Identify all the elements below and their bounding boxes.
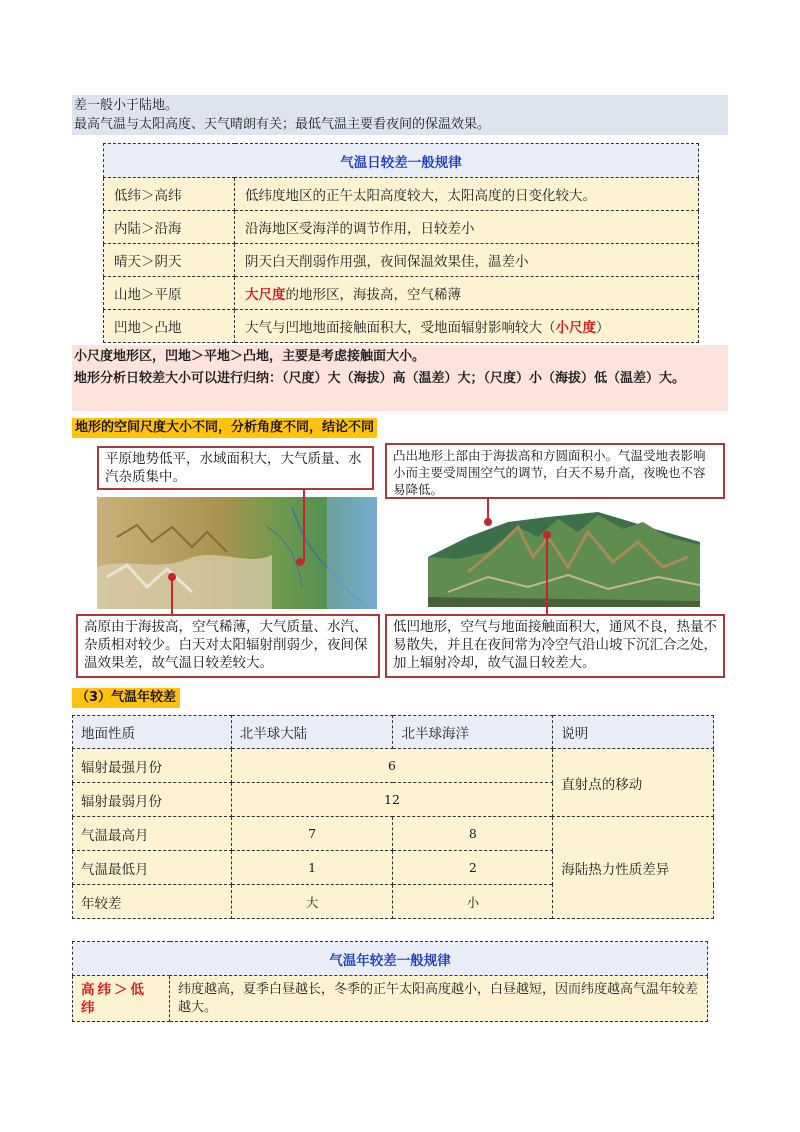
callout-convex: 凸出地形上部由于海拔高和方圆面积小。气温受地表影响小而主要受周围空气的调节，白天不易升高，夜晚也不容易降低。 — [385, 443, 725, 499]
row-label: 辐射最弱月份 — [73, 783, 232, 817]
table-row — [104, 277, 699, 310]
callout-concave: 低凹地形，空气与地面接触面积大，通风不良，热量不易散失，并且在夜间常为冷空气沿山坡下沉汇合之处，加上辐射冷却，故气温日较差大。 — [385, 614, 725, 678]
rule-text: 纬度越高，夏季白昼越长，冬季的正午太阳高度越小，白昼越短，因而纬度越高气温年较差越大。 — [170, 976, 708, 1022]
mountain-relief-graphic — [428, 497, 700, 607]
row-text-rest: 的地形区，海拔高，空气稀薄 — [285, 287, 461, 303]
note-direct-point: 直射点的移动 — [553, 749, 714, 817]
land-value: 1 — [231, 851, 393, 885]
callout-pointer-bottom-left — [171, 577, 173, 614]
column-header: 地面性质 — [73, 716, 232, 749]
section-heading-annual-range: （3）气温年较差 — [72, 688, 180, 708]
ocean-value: 8 — [393, 817, 553, 851]
daily-range-table — [103, 143, 699, 343]
ocean-value: 2 — [393, 851, 553, 885]
land-value: 大 — [231, 885, 393, 919]
annual-range-table — [72, 715, 714, 919]
terrain-summary-line2: 地形分析日较差大小可以进行归纳：（尺度）大（海拔）高（温差）大；（尺度）小（海拔）低（温差）大。 — [74, 371, 686, 386]
merged-value: 12 — [231, 783, 552, 817]
row-label: 内陆＞沿海 — [104, 211, 235, 244]
column-header: 北半球海洋 — [393, 716, 553, 749]
table-row — [73, 976, 708, 1022]
row-label: 低纬＞高纬 — [104, 178, 235, 211]
plateau-plain-map-graphic — [97, 497, 377, 609]
top-note-line1: 差一般小于陆地。 — [74, 98, 179, 113]
table-row — [104, 244, 699, 277]
row-label: 山地＞平原 — [104, 277, 235, 310]
callout-pointer-top-left — [303, 490, 305, 562]
row-label: 气温最低月 — [73, 851, 232, 885]
terrain-summary — [72, 345, 728, 411]
table-row — [104, 211, 699, 244]
row-text-post: ） — [596, 320, 610, 336]
highlight-small-scale: 小尺度 — [555, 320, 596, 336]
row-text — [235, 277, 699, 310]
top-note-line2: 最高气温与太阳高度、天气晴朗有关；最低气温主要看夜间的保温效果。 — [74, 117, 491, 132]
rule-label: 高纬＞低纬 — [73, 976, 170, 1022]
row-label: 凹地＞凸地 — [104, 310, 235, 343]
table-row — [73, 817, 714, 851]
mountain-relief-image — [428, 497, 700, 607]
callout-pointer-bottom-right — [546, 535, 548, 614]
note-land-sea: 海陆热力性质差异 — [553, 817, 714, 919]
top-note — [72, 95, 728, 135]
land-value: 7 — [231, 817, 393, 851]
callout-plain: 平原地势低平，水域面积大，大气质量、水汽杂质集中。 — [97, 446, 374, 490]
table-row — [73, 749, 714, 783]
merged-value: 6 — [231, 749, 552, 783]
plateau-plain-map-image — [97, 497, 377, 609]
ocean-value: 小 — [393, 885, 553, 919]
row-text — [235, 310, 699, 343]
annual-rule-title: 气温年较差一般规律 — [73, 942, 708, 976]
table-header-row — [73, 716, 714, 749]
row-text-pre: 大气与凹地地面接触面积大，受地面辐射影响较大（ — [245, 320, 556, 336]
row-label: 年较差 — [73, 885, 232, 919]
row-text: 沿海地区受海洋的调节作用，日较差小 — [235, 211, 699, 244]
daily-table-title: 气温日较差一般规律 — [104, 144, 699, 178]
row-label: 辐射最强月份 — [73, 749, 232, 783]
scale-heading: 地形的空间尺度大小不同，分析角度不同，结论不同 — [72, 418, 377, 438]
callout-pointer-top-right — [487, 499, 489, 523]
row-label: 晴天＞阴天 — [104, 244, 235, 277]
table-row — [104, 178, 699, 211]
row-text: 阴天白天削弱作用强，夜间保温效果佳，温差小 — [235, 244, 699, 277]
terrain-summary-line1: 小尺度地形区，凹地＞平地＞凸地，主要是考虑接触面大小。 — [74, 349, 426, 364]
row-label: 气温最高月 — [73, 817, 232, 851]
annual-rule-table — [72, 941, 708, 1022]
column-header: 说明 — [553, 716, 714, 749]
column-header: 北半球大陆 — [231, 716, 393, 749]
highlight-large-scale: 大尺度 — [245, 287, 286, 303]
table-row — [104, 310, 699, 343]
row-text: 低纬度地区的正午太阳高度较大，太阳高度的日变化较大。 — [235, 178, 699, 211]
callout-plateau: 高原由于海拔高，空气稀薄，大气质量、水汽、杂质相对较少。白天对太阳辐射削弱少，夜间保温效果差，故气温日较差较大。 — [76, 614, 380, 678]
